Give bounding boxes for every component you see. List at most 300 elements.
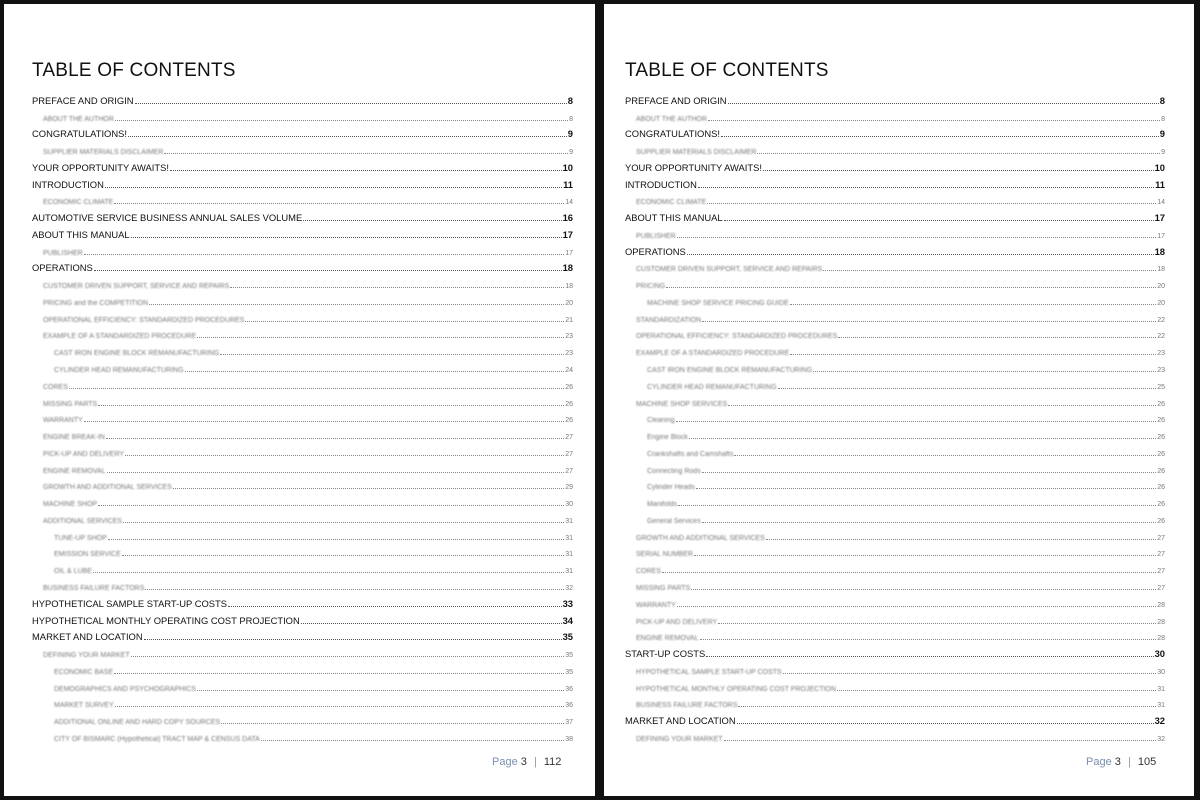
dot-leader — [84, 421, 564, 422]
toc-entry[interactable] — [32, 275, 573, 292]
dot-leader — [230, 287, 564, 288]
toc-entry-title: ABOUT THE AUTHOR — [636, 115, 707, 123]
dot-leader — [131, 237, 562, 238]
dot-leader — [123, 522, 564, 523]
footer-page-number: 3 — [520, 756, 527, 768]
toc-entry-page-number: 21 — [565, 316, 573, 324]
dot-leader — [170, 170, 562, 171]
toc-entry-page-number: 30 — [565, 501, 573, 509]
dot-leader — [301, 623, 562, 624]
toc-entry[interactable] — [32, 359, 573, 376]
dot-leader — [698, 187, 1154, 188]
toc-entry[interactable] — [625, 275, 1165, 292]
toc-entry-title: OIL & LUBE — [54, 568, 92, 576]
dot-leader — [108, 539, 564, 540]
toc-entry-page-number: 26 — [565, 383, 573, 391]
toc-entry-page-number: 17 — [1157, 232, 1165, 240]
dot-leader — [107, 472, 565, 473]
toc-entry-title: STANDARDIZATION — [636, 316, 702, 324]
toc-entry-title: ABOUT THIS MANUAL — [625, 212, 723, 224]
toc-entry-page-number: 30 — [1154, 648, 1165, 660]
toc-entry[interactable] — [625, 393, 1165, 410]
toc-entry-title: SERIAL NUMBER — [636, 551, 693, 559]
toc-entry-title: HYPOTHETICAL MONTHLY OPERATING COST PROJECTION — [636, 685, 836, 693]
toc-entry-title: PREFACE AND ORIGIN — [625, 94, 727, 106]
toc-entry[interactable] — [625, 242, 1165, 259]
toc-entry[interactable] — [625, 359, 1165, 376]
toc-entry[interactable] — [32, 242, 573, 259]
toc-entry-title: MARKET AND LOCATION — [32, 631, 143, 643]
toc-entry[interactable] — [32, 493, 573, 510]
dot-leader — [197, 337, 564, 338]
toc-entry[interactable] — [625, 192, 1165, 209]
dot-leader — [678, 505, 1156, 506]
toc-entry-title: WARRANTY — [43, 417, 83, 425]
toc-entry-title: CORES — [43, 383, 68, 391]
toc-entry-page-number: 9 — [569, 149, 573, 157]
toc-entry[interactable] — [32, 661, 573, 678]
toc-entry[interactable] — [625, 259, 1165, 276]
toc-entry[interactable] — [32, 91, 573, 108]
toc-entry[interactable] — [625, 342, 1165, 359]
toc-entry[interactable] — [625, 628, 1165, 645]
toc-entry-page-number: 26 — [1157, 400, 1165, 408]
toc-entry-title: ECONOMIC BASE — [54, 668, 114, 676]
footer-total-pages: 105 — [1137, 756, 1157, 768]
toc-entry-page-number: 11 — [1155, 178, 1165, 190]
document-page-right — [604, 4, 1194, 796]
dot-leader — [694, 555, 1156, 556]
dot-leader — [98, 405, 564, 406]
toc-entry-page-number: 18 — [1154, 245, 1165, 257]
toc-entry-title: CONGRATULATIONS! — [32, 128, 127, 140]
toc-entry[interactable] — [625, 577, 1165, 594]
dot-leader — [676, 421, 1157, 422]
toc-entry-page-number: 31 — [565, 534, 573, 542]
toc-entry[interactable] — [32, 594, 573, 611]
toc-entry-page-number: 36 — [565, 685, 573, 693]
toc-entry-title: CITY OF BISMARC (Hypothetical) TRACT MAP & CENSUS DATA — [54, 735, 260, 743]
toc-entry-title: GROWTH AND ADDITIONAL SERVICES — [43, 484, 172, 492]
toc-entry-page-number: 26 — [1157, 484, 1165, 492]
toc-entry-title: PUBLISHER — [43, 249, 83, 257]
dot-leader — [724, 220, 1154, 221]
toc-entry[interactable] — [625, 477, 1165, 494]
toc-entry[interactable] — [625, 410, 1165, 427]
toc-entry-page-number: 32 — [1154, 715, 1165, 727]
toc-entry-page-number: 23 — [1157, 367, 1165, 375]
toc-entry-title: PICK-UP AND DELIVERY — [43, 450, 125, 458]
toc-entry-page-number: 26 — [1157, 434, 1165, 442]
dot-leader — [662, 572, 1156, 573]
dot-leader — [221, 723, 564, 724]
toc-entry[interactable] — [32, 678, 573, 695]
toc-entry-page-number: 34 — [562, 614, 573, 626]
toc-entry-title: ADDITIONAL ONLINE AND HARD COPY SOURCES — [54, 719, 221, 727]
dot-leader — [228, 606, 562, 607]
toc-entry[interactable] — [625, 158, 1165, 175]
toc-entry-page-number: 37 — [565, 719, 573, 727]
toc-entry[interactable] — [625, 208, 1165, 225]
toc-entry-page-number: 26 — [565, 400, 573, 408]
toc-entry-title: MISSING PARTS — [636, 584, 691, 592]
dot-leader — [838, 337, 1156, 338]
toc-entry[interactable] — [625, 510, 1165, 527]
toc-entry-page-number: 17 — [565, 249, 573, 257]
toc-entry-page-number: 31 — [565, 551, 573, 559]
dot-leader — [164, 153, 568, 154]
toc-entry-page-number: 32 — [565, 584, 573, 592]
toc-entry-page-number: 27 — [565, 434, 573, 442]
toc-entry[interactable] — [625, 544, 1165, 561]
dot-leader — [173, 488, 564, 489]
toc-entry-title: YOUR OPPORTUNITY AWAITS! — [625, 161, 762, 173]
dot-leader — [728, 405, 1156, 406]
toc-entry-page-number: 8 — [1159, 94, 1165, 106]
dot-leader — [105, 187, 562, 188]
toc-entry-title: Crankshafts and Camshafts — [647, 450, 734, 458]
toc-entry-page-number: 36 — [565, 702, 573, 710]
toc-entry[interactable] — [32, 611, 573, 628]
toc-entry-title: CAST IRON ENGINE BLOCK REMANUFACTURING — [647, 367, 813, 375]
toc-entry[interactable] — [32, 544, 573, 561]
toc-entry[interactable] — [32, 225, 573, 242]
toc-entry[interactable] — [32, 426, 573, 443]
toc-entry[interactable] — [32, 711, 573, 728]
dot-leader — [737, 723, 1154, 724]
toc-entry-title: ABOUT THIS MANUAL — [32, 228, 130, 240]
dot-leader — [689, 438, 1156, 439]
dot-leader — [114, 673, 564, 674]
toc-entry-title: MARKET SURVEY — [54, 702, 114, 710]
toc-entry[interactable] — [625, 493, 1165, 510]
toc-entry-title: GROWTH AND ADDITIONAL SERVICES — [636, 534, 765, 542]
toc-title: TABLE OF CONTENTS — [32, 60, 236, 81]
toc-entry-title: OPERATIONAL EFFICIENCY: STANDARDIZED PROCEDURES — [636, 333, 838, 341]
toc-entry-title: OPERATIONS — [32, 262, 93, 274]
toc-entry-page-number: 23 — [565, 350, 573, 358]
toc-entry-title: Cleaning — [647, 417, 675, 425]
toc-entry-page-number: 8 — [567, 94, 573, 106]
toc-entry[interactable] — [32, 158, 573, 175]
dot-leader — [303, 220, 561, 221]
toc-entry[interactable] — [32, 259, 573, 276]
toc-entry-title: INTRODUCTION — [625, 178, 697, 190]
footer-page-label: Page — [1086, 756, 1112, 768]
toc-entry-title: ECONOMIC CLIMATE — [43, 199, 114, 207]
toc-entry-page-number: 20 — [1157, 299, 1165, 307]
dot-leader — [94, 270, 562, 271]
toc-entry-page-number: 18 — [565, 283, 573, 291]
dot-leader — [706, 656, 1153, 657]
toc-entry-page-number: 32 — [1157, 735, 1165, 743]
toc-entry-page-number: 20 — [565, 299, 573, 307]
dot-leader — [728, 103, 1159, 104]
toc-entry-title: ENGINE REMOVAL — [636, 635, 699, 643]
toc-entry-page-number: 38 — [565, 735, 573, 743]
toc-entry[interactable] — [625, 225, 1165, 242]
toc-entry[interactable] — [625, 711, 1165, 728]
toc-entry-title: PRICING — [636, 283, 666, 291]
toc-entry-page-number: 35 — [562, 631, 573, 643]
toc-entry-page-number: 27 — [1157, 584, 1165, 592]
toc-entry[interactable] — [32, 477, 573, 494]
toc-entry-title: Engine Block — [647, 434, 688, 442]
toc-entry-title: CORES — [636, 568, 661, 576]
dot-leader — [837, 690, 1156, 691]
toc-entry-title: CAST IRON ENGINE BLOCK REMANUFACTURING — [54, 350, 220, 358]
toc-entry[interactable] — [32, 309, 573, 326]
toc-entry[interactable] — [625, 460, 1165, 477]
toc-entry[interactable] — [625, 376, 1165, 393]
toc-entry-page-number: 29 — [565, 484, 573, 492]
toc-entry-page-number: 27 — [1157, 568, 1165, 576]
toc-entry-page-number: 31 — [1157, 702, 1165, 710]
toc-list — [32, 91, 573, 745]
toc-entry-title: Manifolds — [647, 501, 677, 509]
dot-leader — [677, 237, 1157, 238]
toc-entry-page-number: 31 — [565, 568, 573, 576]
toc-entry[interactable] — [625, 125, 1165, 142]
toc-entry-page-number: 27 — [565, 467, 573, 475]
dot-leader — [724, 740, 1157, 741]
toc-entry-title: PRICING and the COMPETITION — [43, 299, 149, 307]
toc-entry-title: INTRODUCTION — [32, 178, 104, 190]
dot-leader — [702, 522, 1157, 523]
dot-leader — [708, 120, 1160, 121]
toc-entry-page-number: 20 — [1157, 283, 1165, 291]
dot-leader — [687, 254, 1154, 255]
toc-entry-title: AUTOMOTIVE SERVICE BUSINESS ANNUAL SALES VOLUME — [32, 212, 303, 224]
toc-entry[interactable] — [32, 443, 573, 460]
dot-leader — [790, 354, 1156, 355]
toc-entry[interactable] — [32, 695, 573, 712]
toc-entry[interactable] — [32, 125, 573, 142]
footer-page-label: Page — [492, 756, 518, 768]
dot-leader — [702, 321, 1156, 322]
toc-entry[interactable] — [625, 728, 1165, 745]
toc-entry-title: Connecting Rods — [647, 467, 701, 475]
dot-leader — [114, 203, 564, 204]
toc-entry-title: HYPOTHETICAL SAMPLE START-UP COSTS — [636, 668, 782, 676]
toc-entry[interactable] — [32, 527, 573, 544]
toc-entry[interactable] — [625, 560, 1165, 577]
toc-entry[interactable] — [32, 628, 573, 645]
dot-leader — [702, 472, 1157, 473]
toc-entry[interactable] — [625, 108, 1165, 125]
dot-leader — [757, 153, 1160, 154]
toc-entry[interactable] — [32, 175, 573, 192]
footer-page-number: 3 — [1114, 756, 1121, 768]
toc-entry[interactable] — [32, 560, 573, 577]
toc-entry-title: ENGINE REMOVAL — [43, 467, 106, 475]
dot-leader — [93, 572, 564, 573]
toc-entry[interactable] — [32, 410, 573, 427]
toc-entry[interactable] — [625, 292, 1165, 309]
toc-entry-title: DEMOGRAPHICS AND PSYCHOGRAPHICS — [54, 685, 196, 693]
dot-leader — [185, 371, 565, 372]
toc-entry-title: HYPOTHETICAL MONTHLY OPERATING COST PROJECTION — [32, 614, 300, 626]
dot-leader — [666, 287, 1156, 288]
toc-entry-page-number: 26 — [1157, 417, 1165, 425]
dot-leader — [763, 170, 1154, 171]
toc-entry-title: General Services — [647, 517, 701, 525]
toc-entry[interactable] — [625, 309, 1165, 326]
toc-entry-title: BUSINESS FAILURE FACTORS — [636, 702, 738, 710]
toc-entry-page-number: 35 — [565, 652, 573, 660]
dot-leader — [149, 304, 564, 305]
toc-entry-page-number: 16 — [562, 212, 573, 224]
dot-leader — [261, 740, 564, 741]
toc-entry-title: CYLINDER HEAD REMANUFACTURING — [54, 367, 184, 375]
dot-leader — [691, 589, 1156, 590]
toc-entry-page-number: 28 — [1157, 601, 1165, 609]
dot-leader — [122, 555, 564, 556]
toc-entry-page-number: 35 — [565, 668, 573, 676]
toc-entry[interactable] — [625, 141, 1165, 158]
toc-entry-title: SUPPLIER MATERIALS DISCLAIMER — [636, 149, 757, 157]
toc-entry-title: ABOUT THE AUTHOR — [43, 115, 114, 123]
toc-entry-title: MISSING PARTS — [43, 400, 98, 408]
toc-entry-page-number: 9 — [1161, 149, 1165, 157]
toc-entry-title: PICK-UP AND DELIVERY — [636, 618, 718, 626]
toc-entry[interactable] — [32, 460, 573, 477]
toc-entry[interactable] — [32, 393, 573, 410]
toc-entry-page-number: 22 — [1157, 333, 1165, 341]
toc-entry[interactable] — [32, 108, 573, 125]
dot-leader — [135, 103, 567, 104]
dot-leader — [69, 388, 564, 389]
toc-entry-title: MACHINE SHOP SERVICES — [636, 400, 728, 408]
toc-entry[interactable] — [32, 192, 573, 209]
toc-entry-title: SUPPLIER MATERIALS DISCLAIMER — [43, 149, 164, 157]
toc-entry-title: CYLINDER HEAD REMANUFACTURING — [647, 383, 777, 391]
toc-entry-page-number: 30 — [1157, 668, 1165, 676]
toc-entry-title: MARKET AND LOCATION — [625, 715, 736, 727]
toc-entry[interactable] — [625, 443, 1165, 460]
toc-entry-page-number: 11 — [563, 178, 573, 190]
toc-list — [625, 91, 1165, 745]
toc-entry-title: YOUR OPPORTUNITY AWAITS! — [32, 161, 169, 173]
toc-entry-page-number: 26 — [1157, 501, 1165, 509]
dot-leader — [778, 388, 1157, 389]
dot-leader — [115, 706, 565, 707]
toc-entry-title: DEFINING YOUR MARKET — [43, 652, 130, 660]
toc-entry[interactable] — [32, 292, 573, 309]
toc-entry-page-number: 17 — [562, 228, 573, 240]
toc-entry[interactable] — [625, 644, 1165, 661]
dot-leader — [125, 455, 564, 456]
toc-entry[interactable] — [32, 644, 573, 661]
toc-title: TABLE OF CONTENTS — [625, 60, 829, 81]
dot-leader — [106, 438, 564, 439]
toc-entry-title: EXAMPLE OF A STANDARDIZED PROCEDURE — [636, 350, 790, 358]
dot-leader — [721, 136, 1159, 137]
dot-leader — [98, 505, 564, 506]
toc-entry[interactable] — [625, 661, 1165, 678]
footer-separator: | — [1127, 756, 1131, 768]
toc-entry-page-number: 27 — [1157, 534, 1165, 542]
toc-entry-page-number: 22 — [1157, 316, 1165, 324]
dot-leader — [220, 354, 564, 355]
toc-entry-page-number: 14 — [565, 199, 573, 207]
footer-total-pages: 112 — [543, 756, 562, 768]
toc-entry[interactable] — [625, 326, 1165, 343]
toc-entry[interactable] — [625, 594, 1165, 611]
page-footer — [492, 756, 561, 768]
dot-leader — [823, 270, 1156, 271]
toc-entry-title: MACHINE SHOP SERVICE PRICING GUIDE — [647, 299, 789, 307]
toc-entry[interactable] — [625, 426, 1165, 443]
toc-entry-title: EMISSION SERVICE — [54, 551, 121, 559]
toc-entry-title: TUNE-UP SHOP — [54, 534, 107, 542]
toc-entry-title: PUBLISHER — [636, 232, 676, 240]
toc-entry-title: CONGRATULATIONS! — [625, 128, 720, 140]
toc-entry-page-number: 31 — [565, 517, 573, 525]
toc-entry-page-number: 8 — [569, 115, 573, 123]
toc-entry-title: MACHINE SHOP — [43, 501, 98, 509]
toc-entry-page-number: 18 — [562, 262, 573, 274]
dot-leader — [738, 706, 1156, 707]
toc-entry[interactable] — [625, 175, 1165, 192]
dot-leader — [813, 371, 1156, 372]
dot-leader — [115, 120, 568, 121]
toc-entry-page-number: 31 — [1157, 685, 1165, 693]
toc-entry[interactable] — [32, 342, 573, 359]
toc-entry-page-number: 27 — [565, 450, 573, 458]
toc-entry-title: OPERATIONS — [625, 245, 686, 257]
dot-leader — [677, 606, 1156, 607]
dot-leader — [128, 136, 567, 137]
toc-entry[interactable] — [625, 527, 1165, 544]
toc-entry-page-number: 10 — [1154, 161, 1165, 173]
toc-entry-title: START-UP COSTS — [625, 648, 706, 660]
toc-entry-page-number: 23 — [1157, 350, 1165, 358]
dot-leader — [766, 539, 1156, 540]
toc-entry[interactable] — [32, 376, 573, 393]
toc-entry[interactable] — [32, 728, 573, 745]
toc-entry[interactable] — [625, 695, 1165, 712]
toc-entry-page-number: 8 — [1161, 115, 1165, 123]
dot-leader — [84, 254, 565, 255]
dot-leader — [718, 623, 1156, 624]
toc-entry-page-number: 24 — [565, 367, 573, 375]
toc-entry[interactable] — [32, 510, 573, 527]
dot-leader — [700, 639, 1157, 640]
dot-leader — [734, 455, 1156, 456]
toc-entry-title: PREFACE AND ORIGIN — [32, 94, 134, 106]
dot-leader — [131, 656, 565, 657]
toc-entry[interactable] — [625, 611, 1165, 628]
toc-entry-title: CUSTOMER DRIVEN SUPPORT, SERVICE AND REPAIRS — [636, 266, 823, 274]
toc-entry[interactable] — [32, 141, 573, 158]
toc-entry-page-number: 23 — [565, 333, 573, 341]
toc-entry[interactable] — [32, 326, 573, 343]
toc-entry-page-number: 26 — [1157, 517, 1165, 525]
toc-entry-title: DEFINING YOUR MARKET — [636, 735, 723, 743]
toc-entry-page-number: 26 — [1157, 467, 1165, 475]
toc-entry-page-number: 18 — [1157, 266, 1165, 274]
toc-entry[interactable] — [625, 91, 1165, 108]
toc-entry[interactable] — [625, 678, 1165, 695]
toc-entry-page-number: 9 — [567, 128, 573, 140]
toc-entry-title: CUSTOMER DRIVEN SUPPORT, SERVICE AND REPAIRS — [43, 283, 230, 291]
toc-entry-page-number: 14 — [1157, 199, 1165, 207]
toc-entry-page-number: 28 — [1157, 635, 1165, 643]
toc-entry[interactable] — [32, 577, 573, 594]
toc-entry[interactable] — [32, 208, 573, 225]
dot-leader — [790, 304, 1156, 305]
